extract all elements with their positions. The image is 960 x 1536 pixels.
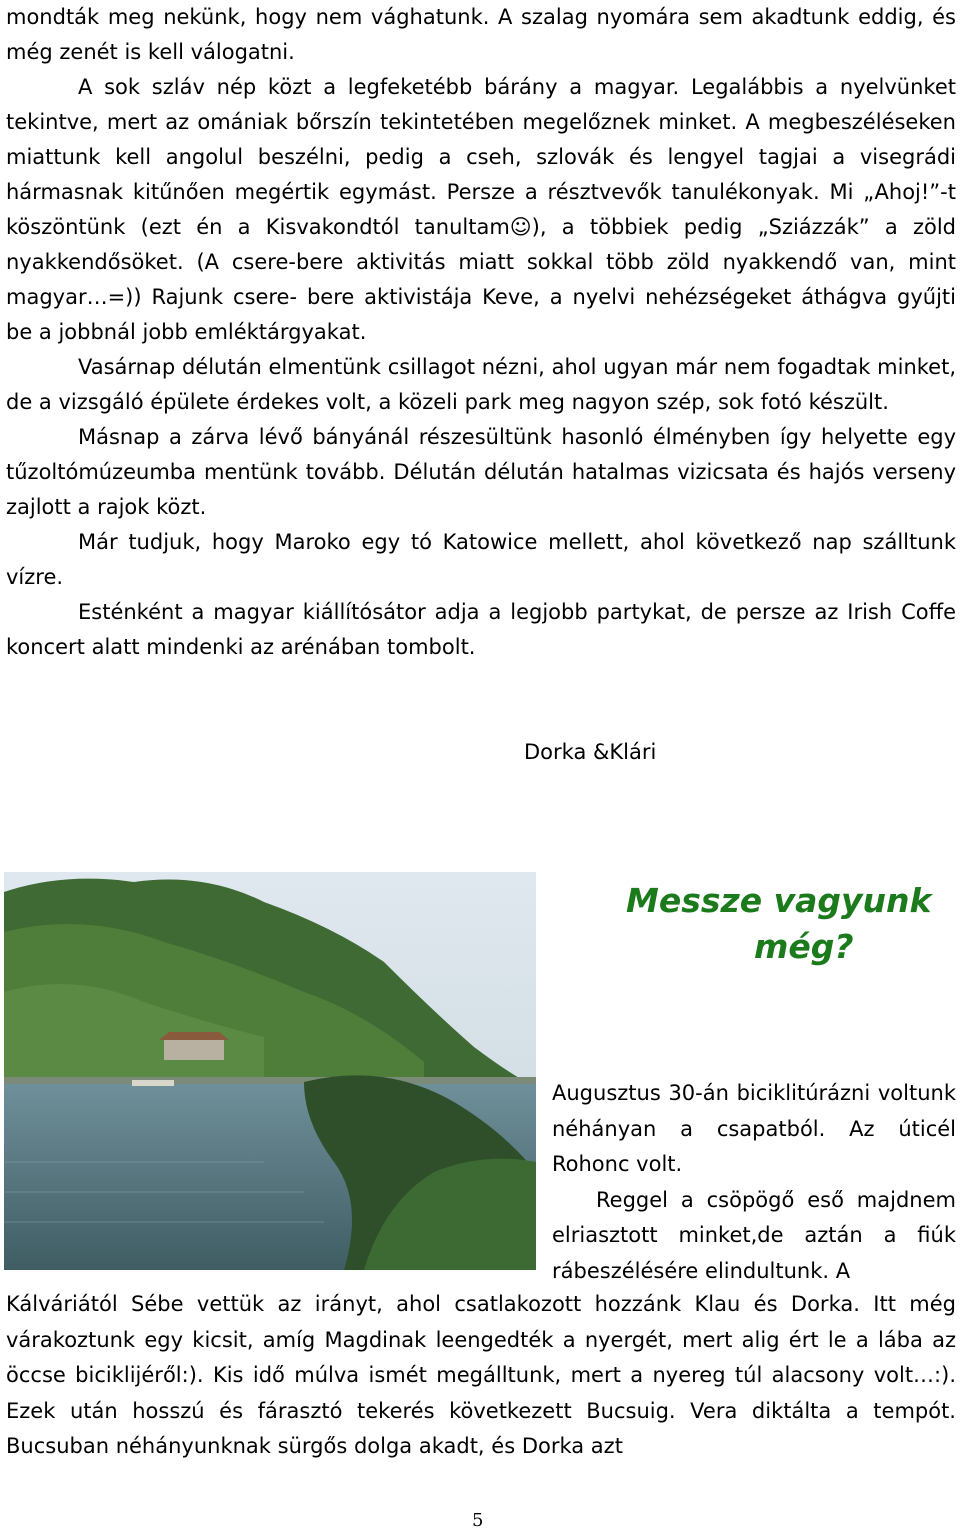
paragraph: A sok szláv nép közt a legfeketébb bárány a magyar. Legalábbis a nyelvünket tekintve, mert az omániak bőrszín tekintetében megelőznek minket. A megbeszéléseken miattunk kell angolul beszélni, pedig a cseh, szlovák és lengyel tagjai a visegrádi hármasnak kitűnően megértik egymást. Persze a résztvevők tanulékonyak. Mi „Ahoj!”-t köszöntünk (ezt én a Kisvakondtól tanultam☺), a többiek pedig „Sziázzák” a zöld nyakkendősöket. (A csere-bere aktivitás miatt sokkal több zöld nyakkendő van, mint magyar…=)) Rajunk csere- bere aktivistája Keve, a nyelvi nehézségeket áthágva gyűjti be a jobbnál jobb emléktárgyakat.	[6, 75, 956, 344]
paragraph: Másnap a zárva lévő bányánál részesültünk hasonló élményben így helyette egy tűzoltómúzeumba mentünk tovább. Délután délután hatalmas vizicsata és hajós verseny zajlott a rajok közt.	[6, 425, 956, 519]
paragraph: Esténként a magyar kiállítósátor adja a legjobb partykat, de persze az Irish Coffe koncert alatt mindenki az arénában tombolt.	[6, 600, 956, 659]
headline-line: még?	[754, 927, 854, 966]
article-signature: Dorka &Klári	[524, 740, 657, 764]
article-1-body	[6, 0, 956, 665]
paragraph: mondták meg nekünk, hogy nem vághatunk. A szalag nyomára sem akadtunk eddig, és még zenét is kell válogatni.	[6, 5, 956, 64]
lake-photo-graphic	[4, 872, 536, 1270]
paragraph: Kálváriától Sébe vettük az irányt, ahol csatlakozott hozzánk Klau és Dorka. Itt még várakoztunk egy kicsit, amíg Magdinak leengedték a nyergét, mert alig ért le a lába az öccse biciklijéről:). Kis idő múlva ismét megálltunk, mert a nyereg túl alacsony volt…:). Ezek után hosszú és fárasztó tekerés következett Bucsuig. Vera diktálta a tempót. Bucsuban néhányunknak sürgős dolga akadt, és Dorka azt	[6, 1292, 956, 1458]
page-number: 5	[472, 1510, 484, 1531]
paragraph: Augusztus 30-án biciklitúrázni voltunk néhányan a csapatból. Az úticél Rohonc volt.	[552, 1081, 956, 1176]
paragraph: Reggel a csöpögő eső majdnem elriasztott minket,de aztán a fiúk rábeszélésére elindultunk. A	[552, 1187, 956, 1283]
article-2-side-text	[552, 1076, 956, 1289]
lake-photo	[4, 872, 536, 1270]
headline-line: Messze vagyunk	[626, 881, 932, 920]
paragraph: Vasárnap délután elmentünk csillagot nézni, ahol ugyan már nem fogadtak minket, de a vizsgáló épülete érdekes volt, a közeli park meg nagyon szép, sok fotó készült.	[6, 355, 956, 414]
paragraph: Már tudjuk, hogy Maroko egy tó Katowice mellett, ahol következő nap szálltunk vízre.	[6, 530, 956, 589]
article-2-headline	[626, 878, 946, 970]
article-2-body	[6, 1287, 956, 1465]
